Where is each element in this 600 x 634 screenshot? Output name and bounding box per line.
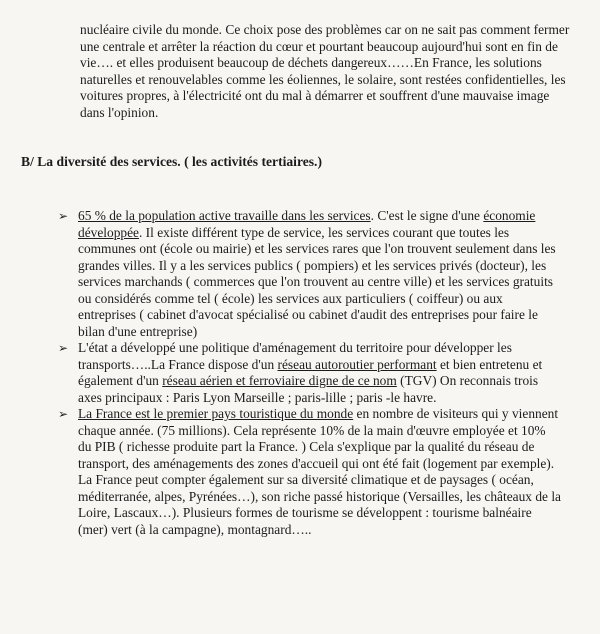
arrow-bullet-icon: ➢ xyxy=(58,209,69,223)
body-text: en nombre de visiteurs qui y viennent chaque année. (75 millions). Cela représente 10% de la main d'œuvre employée et 10% du PIB ( richesse produite part la France. ) Cela s'explique par la qualité du réseau de transport, des aménagements des zones d'accueil qui ont été fait (logement par exemple). La France peut compter également sur sa diversité climatique et de paysages ( océan, méditerranée, alpes, Pyrénées…), son riche passé historique (Versailles, les châteaux de la Loire, Lascaux…). Plusieurs formes de tourisme se développent : tourisme balnéaire (mer) vert (à la campagne), montagnard….. xyxy=(78,406,561,537)
body-text: . Il existe différent type de service, les services courant que toutes les communes ont (école ou mairie) et les services rares que l'on trouvent seulement dans les grandes villes. Il y a les services publics ( pompiers) et les services privés (docteur), les services marchands ( commerces que l'on trouvent au centre ville) et les services gratuits ou considérés comme tel ( école) les services aux particuliers ( coiffeur) ou aux entreprises ( cabinet d'avocat spécialisé ou cabinet d'audit des entreprises pour faire le bilan d'une entreprise) xyxy=(78,224,556,339)
bullet-list xyxy=(56,208,562,538)
body-text: . C'est le signe d'une xyxy=(370,208,484,223)
body-text: L'état a développé une politique d'aménagement du territoire pour développer les transports…..La France dispose d'un xyxy=(78,340,512,372)
intro-paragraph: nucléaire civile du monde. Ce choix pose des problèmes car on ne sait pas comment fermer une centrale et arrêter la réaction du cœur et pourtant beaucoup aujourd'hui sont en fin de vie…. et elles produisent beaucoup de déchets dangereux……En France, les solutions naturelles et renouvelables comme les éoliennes, le solaire, sont restées confidentielles, les voitures propres, à l'électricité ont du mal à démarrer et souffrent d'une mauvaise image dans l'opinion. xyxy=(80,22,570,120)
body-text: (TGV) On reconnais trois axes principaux : Paris Lyon Marseille ; paris-lille ; paris -le havre. xyxy=(78,373,539,405)
underlined-text: La France est le premier pays touristique du monde xyxy=(78,406,354,421)
underlined-text: réseau aérien et ferroviaire digne de ce nom xyxy=(162,373,397,388)
underlined-text: 65 % de la population active travaille dans les services xyxy=(78,208,371,223)
body-text: et bien entretenu et également d'un xyxy=(78,356,543,388)
underlined-text: économie développée xyxy=(78,208,536,240)
bullet-tourism xyxy=(56,406,562,538)
bullet-services-share xyxy=(56,208,562,340)
arrow-bullet-icon: ➢ xyxy=(58,407,69,421)
section-title: B/ La diversité des services. ( les activités tertiaires.) xyxy=(21,154,322,169)
arrow-bullet-icon: ➢ xyxy=(58,341,69,355)
underlined-text: réseau autoroutier performant xyxy=(277,356,437,372)
bullet-transport xyxy=(56,340,562,406)
